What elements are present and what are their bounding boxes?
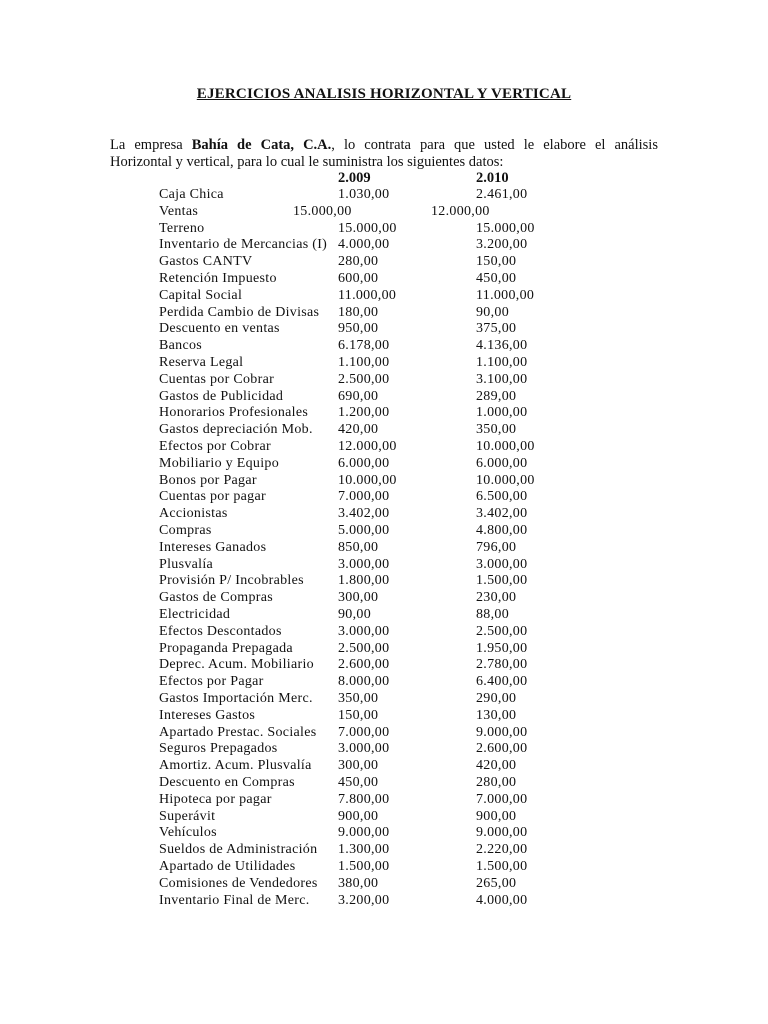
table-row: [0, 876, 768, 893]
value-2010: 3.000,00: [476, 556, 528, 572]
value-2009: 3.200,00: [338, 892, 390, 908]
account-name: Efectos por Cobrar: [159, 439, 271, 454]
value-2009: 12.000,00: [338, 439, 397, 454]
value-2009: 9.000,00: [338, 825, 390, 841]
account-name: Cuentas por Cobrar: [159, 371, 275, 387]
table-row: [0, 473, 768, 490]
table-row: [0, 355, 768, 372]
value-2009: 850,00: [338, 539, 379, 555]
value-2010: 2.600,00: [476, 741, 528, 757]
table-row: [0, 338, 768, 355]
value-2010: 12.000,00: [431, 203, 490, 219]
table-row: [0, 741, 768, 758]
value-2009: 450,00: [338, 775, 379, 790]
table-row: [0, 489, 768, 506]
value-2009: 15.000,00: [338, 220, 397, 236]
value-2009: 1.100,00: [338, 355, 390, 370]
value-2009: 300,00: [338, 590, 379, 606]
value-2009: 7.000,00: [338, 489, 390, 505]
table-row: [0, 456, 768, 473]
table-row: [0, 422, 768, 439]
value-2009: 420,00: [338, 422, 379, 438]
table-row: [0, 725, 768, 742]
value-2009: 380,00: [338, 875, 379, 891]
account-name: Gastos CANTV: [159, 254, 253, 270]
account-name: Accionistas: [159, 506, 228, 522]
account-name: Propaganda Prepagada: [159, 640, 293, 656]
value-2010: 15.000,00: [476, 220, 535, 236]
table-row: [0, 372, 768, 389]
table-row: [0, 792, 768, 809]
value-2010: 796,00: [476, 539, 517, 555]
account-name: Superávit: [159, 808, 216, 824]
account-name: Retención Impuesto: [159, 271, 277, 286]
value-2010: 1.950,00: [476, 640, 528, 656]
intro-line-1: [110, 137, 658, 154]
table-row: [0, 204, 768, 221]
table-row: [0, 389, 768, 406]
value-2010: 900,00: [476, 808, 517, 824]
value-2009: 11.000,00: [338, 287, 397, 303]
value-2010: 11.000,00: [476, 287, 535, 303]
account-name: Plusvalía: [159, 556, 214, 572]
value-2009: 3.402,00: [338, 506, 390, 522]
value-2009: 900,00: [338, 808, 379, 824]
value-2009: 350,00: [338, 691, 379, 706]
value-2010: 289,00: [476, 388, 517, 404]
value-2009: 1.300,00: [338, 842, 390, 858]
table-row: [0, 221, 768, 238]
table-row: [0, 540, 768, 557]
table-row: [0, 573, 768, 590]
table-row: [0, 557, 768, 574]
value-2009: 1.200,00: [338, 405, 390, 421]
value-2010: 6.000,00: [476, 455, 528, 471]
table-row: [0, 893, 768, 910]
value-2009: 8.000,00: [338, 674, 390, 690]
table-row: [0, 271, 768, 288]
intro-line1-rest: , lo contrata para que usted le elabore el análisis: [331, 137, 658, 153]
value-2009: 300,00: [338, 758, 379, 774]
value-2009: 1.030,00: [338, 187, 390, 202]
table-row: [0, 305, 768, 322]
table-row: [0, 321, 768, 338]
value-2010: 88,00: [476, 607, 509, 622]
account-name: Provisión P/ Incobrables: [159, 573, 304, 589]
account-name: Caja Chica: [159, 187, 224, 202]
value-2010: 10.000,00: [476, 472, 535, 488]
account-name: Bancos: [159, 338, 203, 354]
table-row: [0, 187, 768, 204]
value-2010: 290,00: [476, 691, 517, 706]
value-2010: 150,00: [476, 254, 517, 270]
value-2010: 420,00: [476, 758, 517, 774]
value-2010: 9.000,00: [476, 724, 528, 740]
table-row: [0, 674, 768, 691]
table-row: [0, 859, 768, 876]
account-name: Reserva Legal: [159, 355, 244, 370]
value-2010: 230,00: [476, 590, 517, 606]
value-2010: 3.402,00: [476, 506, 528, 522]
account-name: Mobiliario y Equipo: [159, 455, 280, 471]
value-2009: 600,00: [338, 271, 379, 286]
value-2010: 2.220,00: [476, 842, 528, 858]
table-row: [0, 758, 768, 775]
value-2010: 90,00: [476, 304, 509, 320]
value-2009: 3.000,00: [338, 623, 390, 639]
account-name: Sueldos de Administración: [159, 842, 318, 858]
account-name: Amortiz. Acum. Plusvalía: [159, 758, 312, 774]
value-2009: 6.178,00: [338, 338, 390, 354]
account-name: Vehículos: [159, 825, 217, 841]
value-2010: 7.000,00: [476, 791, 528, 807]
table-row: [0, 439, 768, 456]
table-row: [0, 825, 768, 842]
account-name: Gastos de Publicidad: [159, 388, 284, 404]
table-row: [0, 842, 768, 859]
value-2009: 280,00: [338, 254, 379, 270]
value-2010: 1.500,00: [476, 859, 528, 874]
value-2010: 2.500,00: [476, 623, 528, 639]
table-row: [0, 506, 768, 523]
value-2009: 15.000,00: [293, 203, 352, 219]
header-year-2009: 2.009: [338, 170, 371, 186]
account-name: Comisiones de Vendedores: [159, 875, 318, 891]
account-name: Electricidad: [159, 607, 231, 622]
value-2010: 1.500,00: [476, 573, 528, 589]
value-2009: 7.800,00: [338, 791, 390, 807]
intro-prefix: La empresa: [110, 137, 192, 153]
table-row: [0, 590, 768, 607]
account-name: Inventario Final de Merc.: [159, 892, 310, 908]
table-row: [0, 523, 768, 540]
company-name: Bahía de Cata, C.A.: [191, 137, 332, 153]
account-name: Terreno: [159, 220, 205, 236]
value-2009: 180,00: [338, 304, 379, 320]
table-row: [0, 405, 768, 422]
account-name: Gastos de Compras: [159, 590, 273, 606]
value-2009: 7.000,00: [338, 724, 390, 740]
table-row: [0, 708, 768, 725]
value-2009: 1.800,00: [338, 573, 390, 589]
account-name: Ventas: [159, 203, 199, 219]
value-2010: 1.100,00: [476, 355, 528, 370]
value-2009: 2.500,00: [338, 371, 390, 387]
table-row: [0, 254, 768, 271]
value-2010: 3.200,00: [476, 237, 528, 253]
table-row: [0, 607, 768, 624]
value-2010: 265,00: [476, 875, 517, 891]
value-2009: 150,00: [338, 707, 379, 723]
account-name: Compras: [159, 523, 212, 538]
value-2010: 6.400,00: [476, 674, 528, 690]
table-row: [0, 657, 768, 674]
value-2010: 1.000,00: [476, 405, 528, 421]
account-name: Gastos Importación Merc.: [159, 691, 313, 706]
account-name: Honorarios Profesionales: [159, 405, 309, 421]
account-name: Descuento en ventas: [159, 321, 280, 337]
header-year-2010: 2.010: [476, 170, 509, 186]
account-name: Hipoteca por pagar: [159, 791, 272, 807]
account-name: Deprec. Acum. Mobiliario: [159, 657, 314, 673]
account-name: Capital Social: [159, 287, 243, 303]
value-2009: 950,00: [338, 321, 379, 337]
account-name: Efectos Descontados: [159, 623, 282, 639]
account-name: Cuentas por pagar: [159, 489, 266, 505]
value-2009: 1.500,00: [338, 859, 390, 874]
account-name: Apartado Prestac. Sociales: [159, 724, 317, 740]
table-row: [0, 624, 768, 641]
account-name: Bonos por Pagar: [159, 472, 257, 488]
value-2010: 350,00: [476, 422, 517, 438]
account-name: Inventario de Mercancias (I): [159, 237, 328, 253]
value-2010: 450,00: [476, 271, 517, 286]
table-row: [0, 775, 768, 792]
document-title: EJERCICIOS ANALISIS HORIZONTAL Y VERTICAL: [196, 86, 572, 102]
intro-line-2: Horizontal y vertical, para lo cual le suministra los siguientes datos:: [110, 153, 504, 170]
value-2009: 3.000,00: [338, 741, 390, 757]
value-2010: 9.000,00: [476, 825, 528, 841]
account-name: Gastos depreciación Mob.: [159, 422, 313, 438]
value-2009: 2.500,00: [338, 640, 390, 656]
value-2009: 10.000,00: [338, 472, 397, 488]
value-2010: 4.136,00: [476, 338, 528, 354]
value-2010: 2.780,00: [476, 657, 528, 673]
value-2010: 280,00: [476, 775, 517, 790]
value-2009: 3.000,00: [338, 556, 390, 572]
value-2009: 690,00: [338, 388, 379, 404]
intro-paragraph: [110, 137, 658, 170]
value-2010: 10.000,00: [476, 439, 535, 454]
value-2009: 5.000,00: [338, 523, 390, 538]
table-row: [0, 809, 768, 826]
table-row: [0, 237, 768, 254]
value-2010: 3.100,00: [476, 371, 528, 387]
account-name: Seguros Prepagados: [159, 741, 278, 757]
table-row: [0, 288, 768, 305]
value-2010: 375,00: [476, 321, 517, 337]
account-name: Intereses Ganados: [159, 539, 267, 555]
account-name: Efectos por Pagar: [159, 674, 264, 690]
value-2010: 6.500,00: [476, 489, 528, 505]
table-row: [0, 691, 768, 708]
value-2009: 90,00: [338, 607, 371, 622]
account-name: Apartado de Utilidades: [159, 859, 296, 874]
value-2010: 2.461,00: [476, 187, 528, 202]
value-2009: 2.600,00: [338, 657, 390, 673]
account-name: Perdida Cambio de Divisas: [159, 304, 320, 320]
account-name: Descuento en Compras: [159, 775, 295, 790]
table-row: [0, 641, 768, 658]
value-2010: 4.000,00: [476, 892, 528, 908]
value-2009: 4.000,00: [338, 237, 390, 253]
value-2009: 6.000,00: [338, 455, 390, 471]
value-2010: 130,00: [476, 707, 517, 723]
account-name: Intereses Gastos: [159, 707, 256, 723]
value-2010: 4.800,00: [476, 523, 528, 538]
